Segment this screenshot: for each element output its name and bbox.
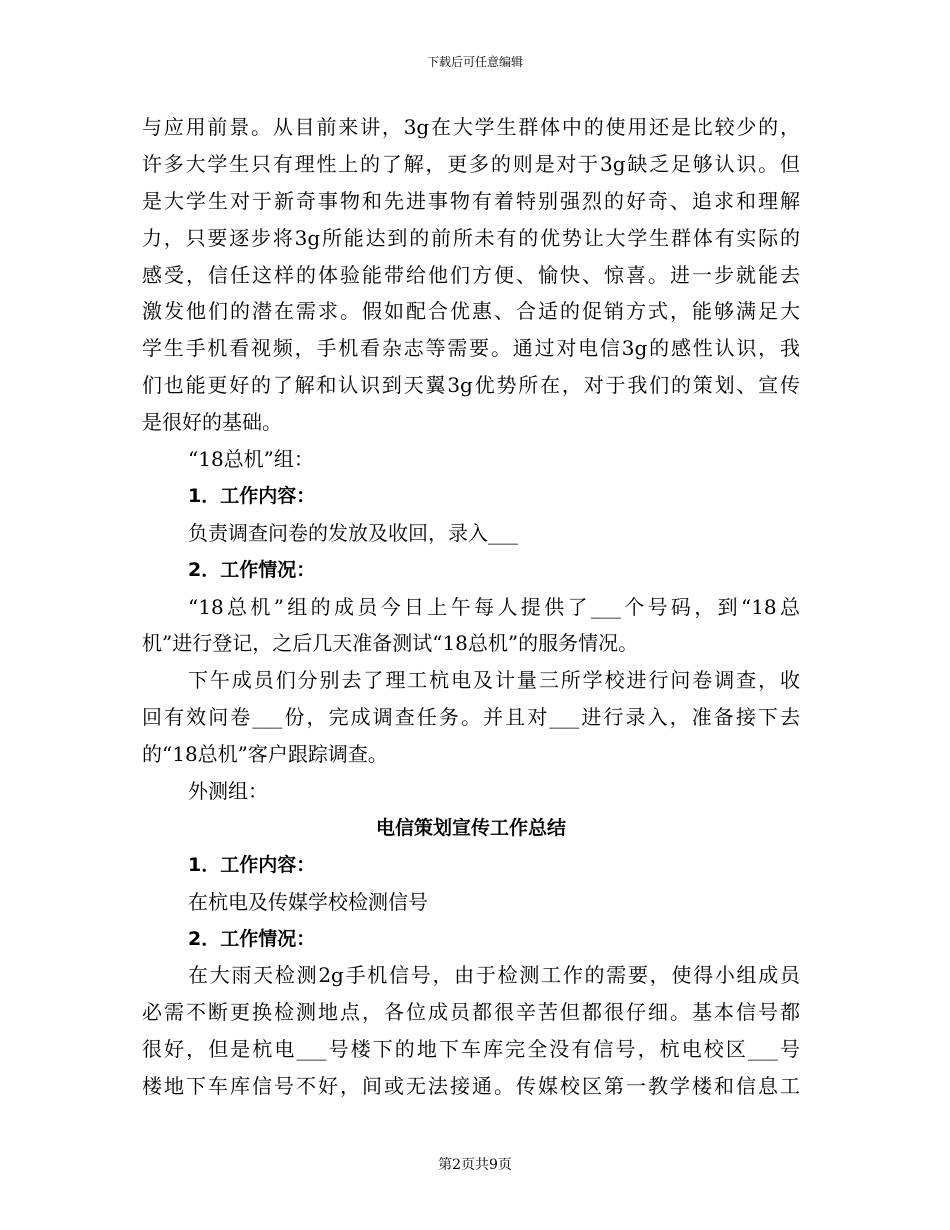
body-line: 是大学生对于新奇事物和先进事物有着特别强烈的好奇、追求和理解 — [142, 188, 800, 213]
subheading: 1．工作内容： — [188, 853, 316, 876]
body-line: 在大雨天检测2g手机信号，由于检测工作的需要，使得小组成员 — [188, 963, 800, 988]
section-label: 外测组： — [188, 779, 268, 804]
body-line: 力，只要逐步将3g所能达到的前所未有的优势让大学生群体有实际的 — [142, 225, 800, 250]
body-line: 学生手机看视频，手机看杂志等需要。通过对电信3g的感性认识，我 — [142, 336, 800, 361]
body-line: 楼地下车库信号不好，间或无法接通。传媒校区第一教学楼和信息工 — [142, 1074, 800, 1099]
body-line: “18总机”组的成员今日上午每人提供了___个号码，到“18总 — [188, 594, 800, 619]
body-line: 在杭电及传媒学校检测信号 — [188, 889, 428, 914]
body-line: 许多大学生只有理性上的了解，更多的则是对于3g缺乏足够认识。但 — [142, 151, 800, 176]
body-line: 们也能更好的了解和认识到天翼3g优势所在，对于我们的策划、宣传 — [142, 373, 800, 398]
page-number: 第2页共9页 — [438, 1157, 512, 1173]
subheading: 2．工作情况： — [188, 927, 316, 950]
body-line: 激发他们的潜在需求。假如配合优惠、合适的促销方式，能够满足大 — [142, 299, 800, 324]
body-line: 是很好的基础。 — [142, 410, 282, 435]
body-line: 下午成员们分别去了理工杭电及计量三所学校进行问卷调查，收 — [188, 668, 800, 693]
body-line: 必需不断更换检测地点，各位成员都很辛苦但都很仔细。基本信号都 — [142, 1000, 800, 1025]
subheading: 2．工作情况： — [188, 558, 316, 581]
body-line: 感受，信任这样的体验能带给他们方便、愉快、惊喜。进一步就能去 — [142, 262, 800, 287]
body-line: 负责调查问卷的发放及收回，录入___ — [188, 520, 518, 545]
body-line: 回有效问卷___份，完成调查任务。并且对___进行录入，准备接下去 — [142, 705, 800, 730]
document-title: 电信策划宣传工作总结 — [375, 816, 566, 839]
body-line: 与应用前景。从目前来讲，3g在大学生群体中的使用还是比较少的， — [142, 115, 800, 139]
section-label: “18总机”组： — [188, 447, 314, 472]
subheading: 1．工作内容： — [188, 484, 316, 507]
body-line: 机”进行登记，之后几天准备测试“18总机”的服务情况。 — [142, 631, 639, 656]
page-header: 下载后可任意编辑 — [426, 55, 523, 69]
document-body — [142, 109, 800, 1105]
body-line: 的“18总机”客户跟踪调查。 — [142, 742, 388, 767]
body-line: 很好，但是杭电___号楼下的地下车库完全没有信号，杭电校区___号 — [142, 1037, 800, 1062]
